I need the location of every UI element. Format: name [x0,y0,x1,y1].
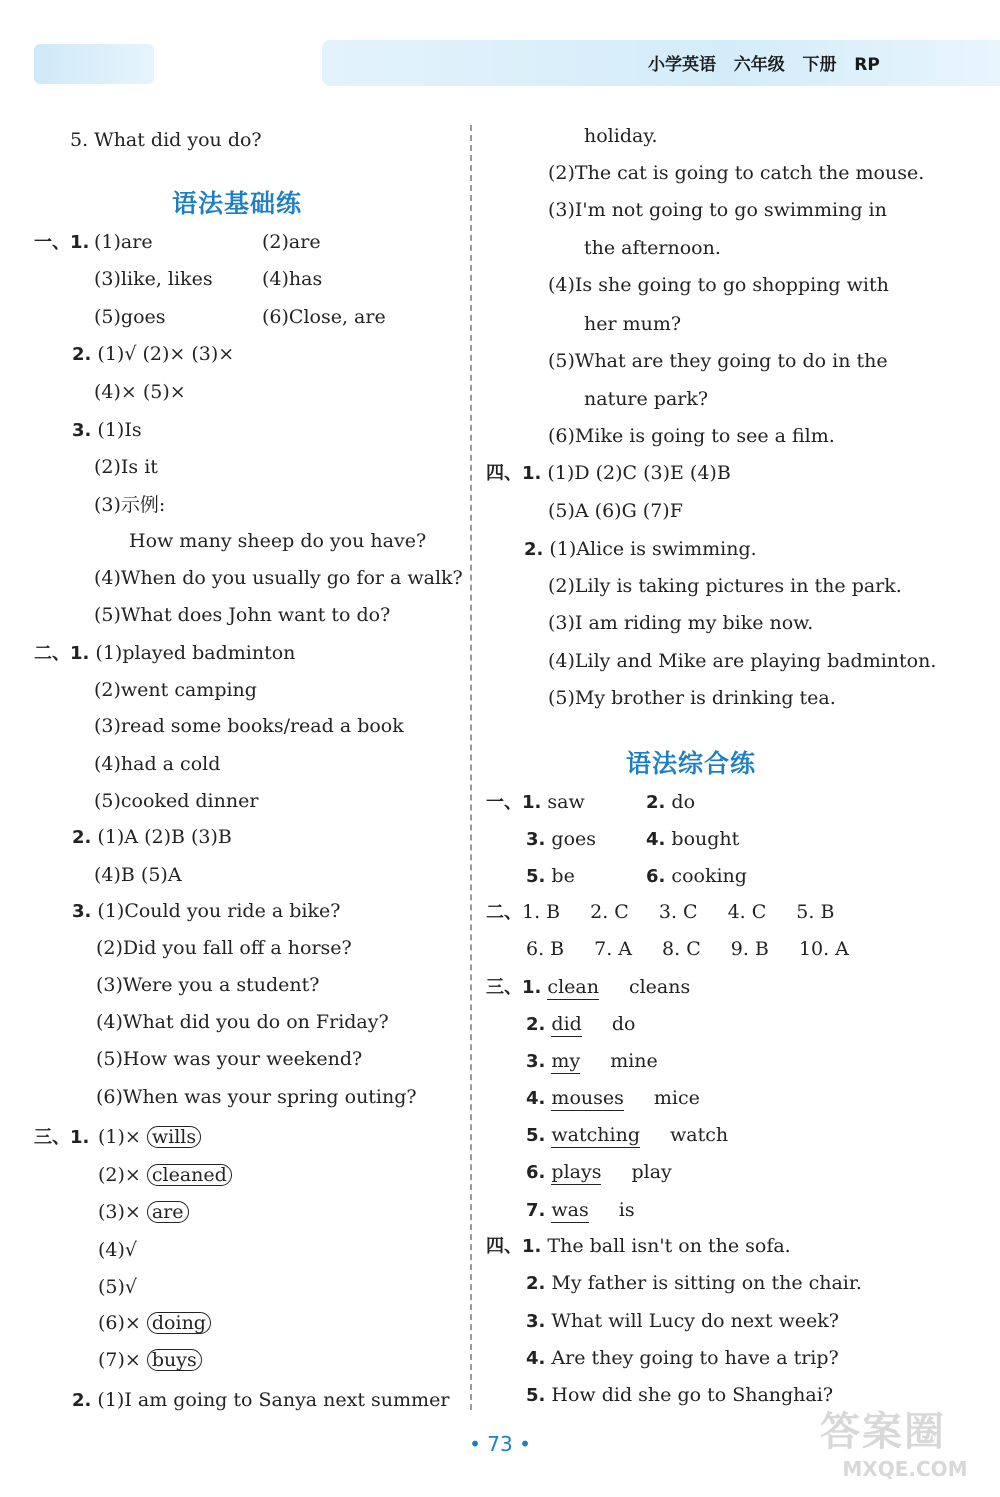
left-top-item: 5. What did you do? [70,129,262,151]
answer-line: (5)A (6)G (7)F [548,500,683,522]
answer-line: (5)√ [98,1276,138,1298]
answer-line: (3)Were you a student? [96,974,320,996]
section-title-comprehensive: 语法综合练 [626,749,757,778]
answer-line: 四、1. The ball isn't on the sofa. [486,1235,791,1257]
correction-line: 三、1. clean cleans [486,976,691,998]
answer-line: 2. (1)A (2)B (3)B [72,826,232,848]
answer-line: 四、1. (1)D (2)C (3)E (4)B [486,462,731,484]
answer-line: (6)× doing [98,1311,211,1335]
answer-line: (2)The cat is going to catch the mouse. [548,162,925,184]
answer-line: (5)goes (6)Close, are [94,306,386,328]
answer-line: (5)How was your weekend? [96,1048,363,1070]
circled-word: buys [147,1349,202,1371]
answer-line: (6)Mike is going to see a film. [548,425,835,447]
answer-line: (3)like, likes (4)has [94,268,323,290]
answer-line: 3. What will Lucy do next week? [526,1310,839,1332]
answer-line: (4)Lily and Mike are playing badminton. [548,650,937,672]
answer-line: 一、1. saw 2. do [486,791,696,813]
page-number: • 73 • [469,1432,531,1456]
answer-line: (4)When do you usually go for a walk? [94,567,463,589]
correction-line: 2. did do [526,1013,636,1035]
correction-line: 4. mouses mice [526,1087,700,1109]
correction-line: 7. was is [526,1199,635,1221]
answer-line: How many sheep do you have? [129,530,427,552]
answer-line: 2. (1)I am going to Sanya next summer [72,1389,450,1411]
answer-line: nature park? [584,388,709,410]
answer-line: 二、1. B 2. C 3. C 4. C 5. B [486,901,835,923]
answer-line: (4)× (5)× [94,381,186,403]
underlined-word: clean [547,976,599,998]
underlined-word: my [551,1050,581,1072]
watermark-logo: 答案圈 MXQE.COM [820,1409,968,1481]
circled-word: cleaned [147,1164,232,1186]
answer-line: holiday. [584,125,658,147]
answer-line: (2)× cleaned [98,1163,232,1187]
answer-line: (3)read some books/read a book [94,715,404,737]
answer-line: (4)What did you do on Friday? [96,1011,389,1033]
answer-line: (4)Is she going to go shopping with [548,274,889,296]
underlined-word: mouses [551,1087,624,1109]
underlined-word: did [551,1013,582,1035]
answer-line: (2)Lily is taking pictures in the park. [548,575,902,597]
answer-line: 3. (1)Could you ride a bike? [72,900,341,922]
answer-line: (7)× buys [98,1348,202,1372]
answer-line: (3)示例: [94,494,166,516]
answer-line: 三、1. (1)× wills [34,1125,89,1150]
underlined-word: watching [551,1124,641,1146]
underlined-word: plays [551,1161,602,1183]
circled-word: wills [147,1126,201,1148]
header-title: 小学英语 六年级 下册 RP [648,55,880,75]
answer-line: (4)√ [98,1239,138,1261]
section-title-basic: 语法基础练 [172,189,303,218]
underlined-word: was [551,1199,589,1221]
answer-line: the afternoon. [584,237,721,259]
answer-line: 5. be 6. cooking [526,865,747,887]
answer-line: (5)cooked dinner [94,790,259,812]
answer-line: (6)When was your spring outing? [96,1086,417,1108]
answer-line: her mum? [584,313,682,335]
answer-line: 2. (1)Alice is swimming. [524,538,757,560]
answer-line: 2. (1)√ (2)× (3)× [72,343,235,365]
correction-line: 6. plays play [526,1161,672,1183]
answer-line: (2)went camping [94,679,257,701]
column-divider [470,125,472,1410]
answer-line: 2. My father is sitting on the chair. [526,1272,862,1294]
answer-line: (3)× are [98,1200,189,1224]
answer-line: (2)Did you fall off a horse? [96,937,352,959]
header-decoration-left [34,44,154,84]
answer-line: 5. How did she go to Shanghai? [526,1384,834,1406]
correction-line: 3. my mine [526,1050,658,1072]
answer-line: 4. Are they going to have a trip? [526,1347,839,1369]
answer-line: 一、1. (1)are (2)are [34,231,321,253]
answer-line: 3. (1)Is [72,419,142,441]
circled-word: are [147,1201,189,1223]
correction-line: 5. watching watch [526,1124,729,1146]
answer-line: (3)I'm not going to go swimming in [548,199,887,221]
circled-word: doing [147,1312,211,1334]
answer-line: (5)What are they going to do in the [548,350,888,372]
answer-line: (5)My brother is drinking tea. [548,687,836,709]
answer-line: (3)I am riding my bike now. [548,612,814,634]
answer-line: 6. B 7. A 8. C 9. B 10. A [526,938,849,960]
answer-line: (2)Is it [94,456,158,478]
answer-line: (4)B (5)A [94,864,182,886]
answer-line: (4)had a cold [94,753,221,775]
answer-line: 二、1. (1)played badminton [34,642,296,664]
answer-line: 3. goes 4. bought [526,828,740,850]
answer-line: (5)What does John want to do? [94,604,391,626]
